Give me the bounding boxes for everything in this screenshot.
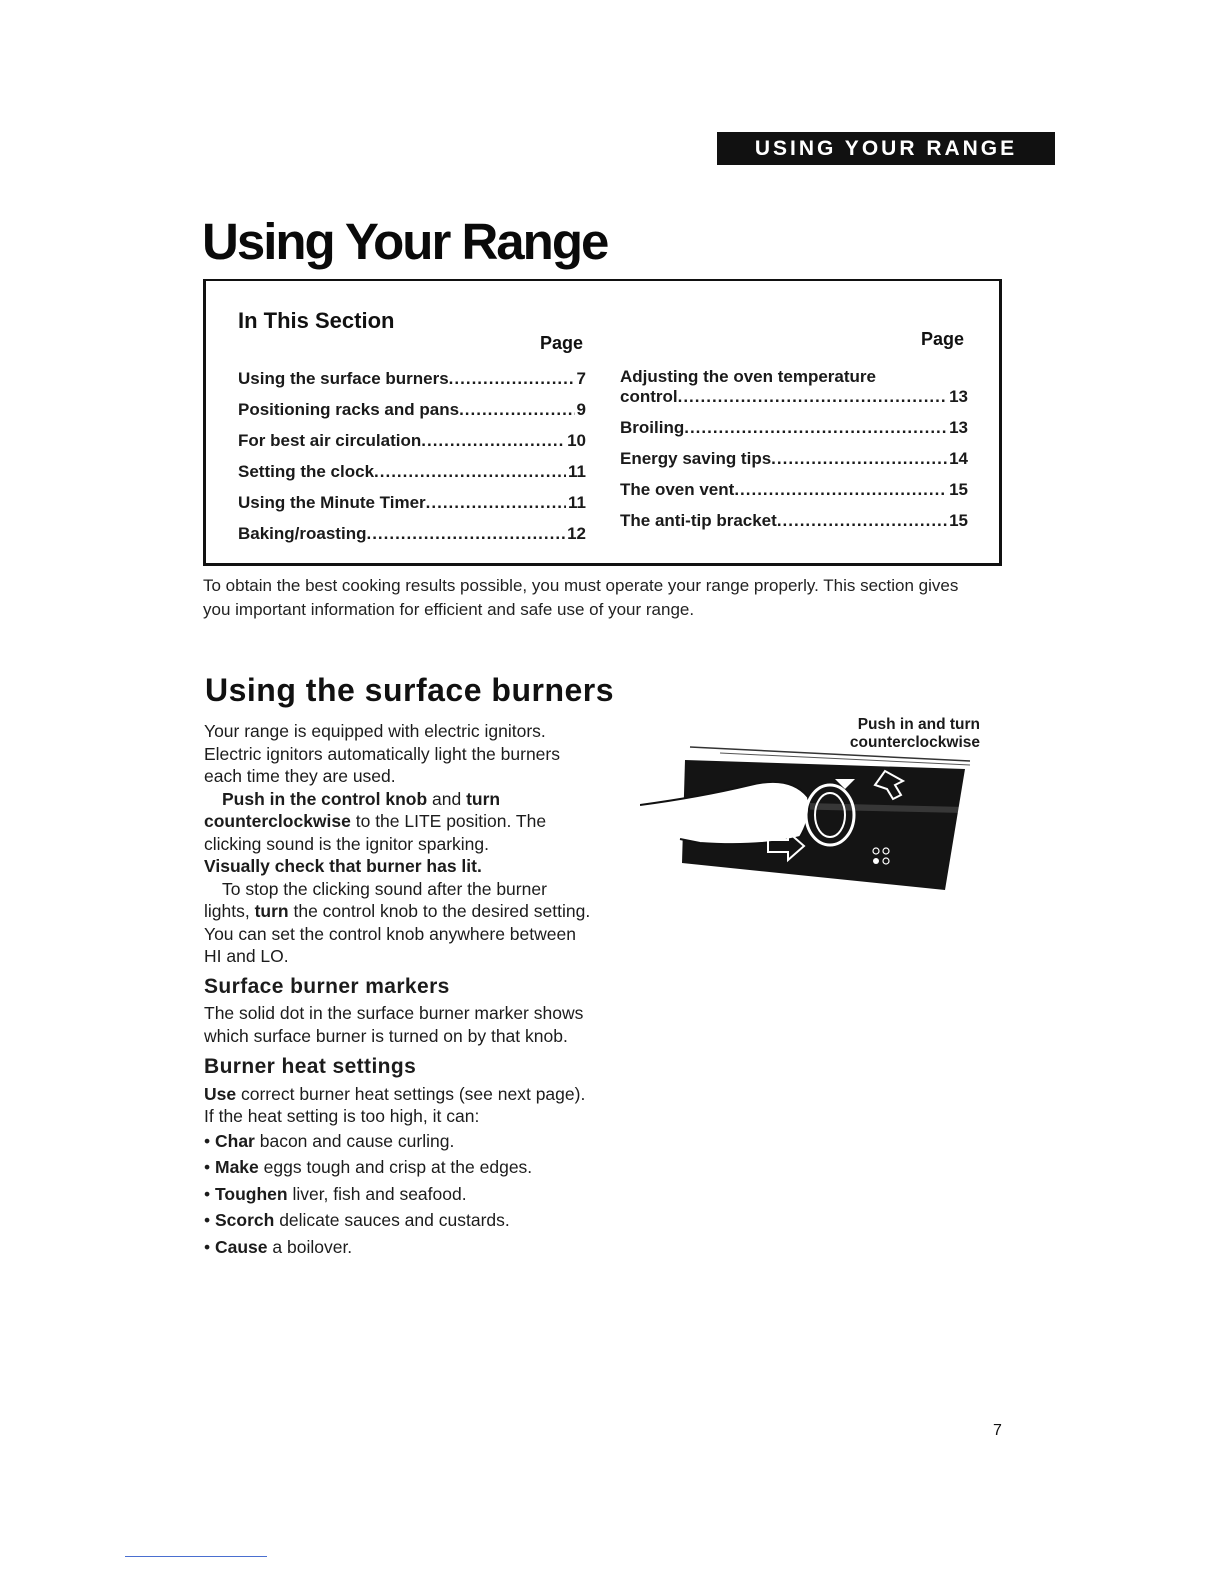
toc-entry[interactable]: control ..... 13 bbox=[620, 387, 968, 418]
paragraph: The solid dot in the surface burner marker shows which surface burner is turned on by that knob. bbox=[204, 1003, 584, 1046]
toc-entry[interactable]: The oven vent ..... 15 bbox=[620, 480, 968, 511]
toc-entry[interactable]: Setting the clock ..... 11 bbox=[238, 462, 586, 493]
subheading-markers: Surface burner markers bbox=[204, 974, 450, 998]
toc-entry[interactable]: Positioning racks and pans ..... 9 bbox=[238, 400, 586, 431]
toc-entry[interactable]: Broiling ..... 13 bbox=[620, 418, 968, 449]
section-heading: Using the surface burners bbox=[205, 672, 615, 708]
subheading-heat: Burner heat settings bbox=[204, 1055, 417, 1078]
page-number: 7 bbox=[993, 1422, 1002, 1439]
toc-entry-first-line: Adjusting the oven temperature bbox=[620, 367, 876, 386]
toc-right-column bbox=[620, 367, 968, 542]
list-item: • Cause a boilover. bbox=[204, 1236, 353, 1257]
section-tab: USING YOUR RANGE bbox=[717, 132, 1055, 165]
paragraph: Visually check that burner has lit. bbox=[204, 856, 482, 876]
intro-paragraph: To obtain the best cooking results possible, you must operate your range properly. This section gives you important information for efficient and safe use of your range. bbox=[203, 576, 959, 619]
list-item: • Char bacon and cause curling. bbox=[204, 1130, 455, 1151]
toc-heading: In This Section bbox=[238, 308, 395, 333]
figure-caption: Push in and turn counterclockwise bbox=[849, 716, 980, 751]
toc-page-label-right: Page bbox=[921, 329, 965, 349]
paragraph: Push in the control knob and turn counterclockwise to the LITE position. The clicking sound is the ignitor sparking. bbox=[204, 788, 547, 854]
toc-left-column bbox=[238, 369, 586, 555]
toc-entry[interactable]: Using the Minute Timer ..... 11 bbox=[238, 493, 586, 524]
footer-rule bbox=[125, 1556, 267, 1557]
paragraph: Your range is equipped with electric ignitors. Electric ignitors automatically light the burners each time they are used. bbox=[204, 721, 560, 786]
toc-box bbox=[203, 279, 1002, 566]
list-item: • Scorch delicate sauces and custards. bbox=[204, 1210, 510, 1230]
surface-burners-body bbox=[204, 720, 594, 1260]
page-title: Using Your Range bbox=[202, 213, 608, 270]
toc-page-label-left: Page bbox=[540, 333, 584, 353]
toc-entry[interactable]: Using the surface burners ..... 7 bbox=[238, 369, 586, 400]
list-item: • Make eggs tough and crisp at the edges. bbox=[204, 1157, 533, 1177]
paragraph: Use correct burner heat settings (see next page). If the heat setting is too high, it can: bbox=[204, 1083, 586, 1126]
toc-entry[interactable]: Energy saving tips ..... 14 bbox=[620, 449, 968, 480]
toc-entry[interactable]: Baking/roasting ..... 12 bbox=[238, 524, 586, 555]
list-item: • Toughen liver, fish and seafood. bbox=[204, 1183, 467, 1204]
paragraph: To stop the clicking sound after the burner lights, turn the control knob to the desired setting. You can set the control knob anywhere between HI and LO. bbox=[204, 878, 591, 966]
toc-entry[interactable]: The anti-tip bracket ..... 15 bbox=[620, 511, 968, 542]
control-knob-illustration bbox=[640, 745, 980, 895]
toc-entry[interactable]: For best air circulation ..... 10 bbox=[238, 431, 586, 462]
